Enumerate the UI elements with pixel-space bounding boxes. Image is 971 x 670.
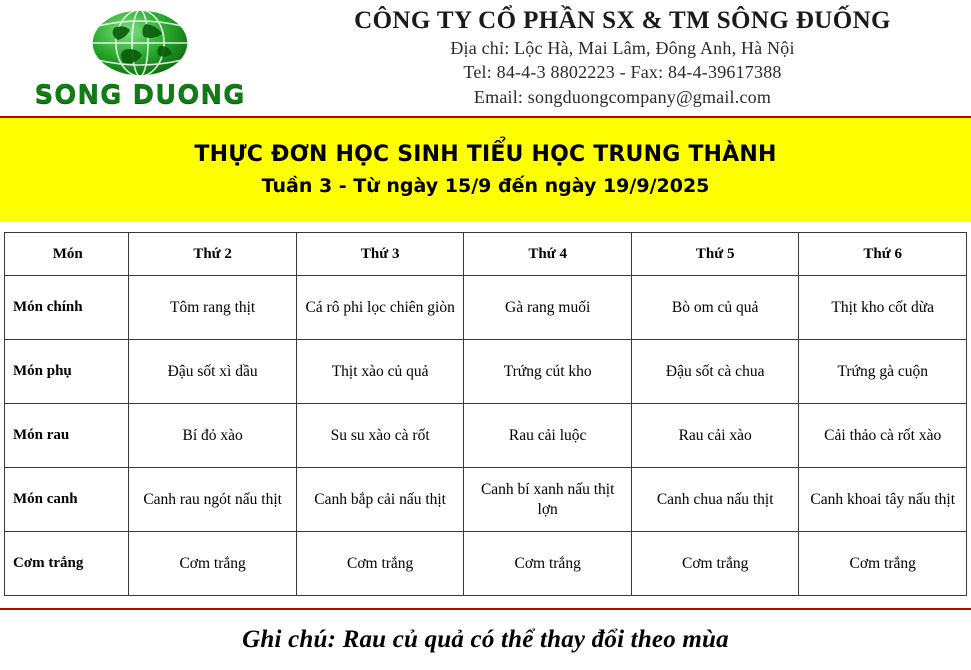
menu-table-wrapper — [0, 232, 971, 596]
cell-main-mon: Tôm rang thịt — [129, 276, 297, 340]
cell-veg-fri: Cải thảo cà rốt xào — [799, 404, 967, 468]
note-text: Ghi chú: Rau củ quả có thể thay đổi theo mùa — [242, 626, 729, 653]
cell-veg-tue: Su su xào cà rốt — [296, 404, 464, 468]
cell-side-tue: Thịt xào củ quả — [296, 340, 464, 404]
company-logo — [0, 0, 280, 116]
cell-rice-tue: Cơm trắng — [296, 532, 464, 596]
row-label-side-dish: Món phụ — [5, 340, 129, 404]
logo-wordmark: SONG DUONG — [34, 80, 246, 110]
row-label-rice: Cơm trắng — [5, 532, 129, 596]
cell-soup-tue: Canh bắp cải nấu thịt — [296, 468, 464, 532]
table-row — [5, 468, 967, 532]
globe-icon — [84, 8, 196, 82]
cell-rice-mon: Cơm trắng — [129, 532, 297, 596]
menu-title: THỰC ĐƠN HỌC SINH TIỂU HỌC TRUNG THÀNH — [194, 142, 777, 167]
cell-main-thu: Bò om củ quả — [631, 276, 799, 340]
cell-main-tue: Cá rô phi lọc chiên giòn — [296, 276, 464, 340]
cell-soup-fri: Canh khoai tây nấu thịt — [799, 468, 967, 532]
company-address: Địa chỉ: Lộc Hà, Mai Lâm, Đông Anh, Hà Nội — [450, 37, 795, 58]
company-name: CÔNG TY CỔ PHẦN SX & TM SÔNG ĐUỐNG — [354, 7, 891, 35]
cell-soup-mon: Canh rau ngót nấu thịt — [129, 468, 297, 532]
cell-side-wed: Trứng cút kho — [464, 340, 632, 404]
title-banner — [0, 118, 971, 222]
cell-rice-thu: Cơm trắng — [631, 532, 799, 596]
header-cell-friday: Thứ 6 — [799, 233, 967, 276]
cell-side-thu: Đậu sốt cà chua — [631, 340, 799, 404]
cell-main-fri: Thịt kho cốt dừa — [799, 276, 967, 340]
cell-veg-thu: Rau cải xào — [631, 404, 799, 468]
row-label-soup: Món canh — [5, 468, 129, 532]
header-cell-tuesday: Thứ 3 — [296, 233, 464, 276]
table-row — [5, 340, 967, 404]
cell-soup-wed: Canh bí xanh nấu thịt lợn — [464, 468, 632, 532]
header-cell-thursday: Thứ 5 — [631, 233, 799, 276]
header-cell-dish: Món — [5, 233, 129, 276]
cell-rice-wed: Cơm trắng — [464, 532, 632, 596]
header-cell-monday: Thứ 2 — [129, 233, 297, 276]
table-row — [5, 276, 967, 340]
row-label-vegetable: Món rau — [5, 404, 129, 468]
cell-soup-thu: Canh chua nấu thịt — [631, 468, 799, 532]
table-header-row — [5, 233, 967, 276]
menu-week-range: Tuần 3 - Từ ngày 15/9 đến ngày 19/9/2025 — [261, 175, 710, 197]
cell-veg-mon: Bí đỏ xào — [129, 404, 297, 468]
cell-side-fri: Trứng gà cuộn — [799, 340, 967, 404]
weekly-menu-table — [4, 232, 967, 596]
cell-rice-fri: Cơm trắng — [799, 532, 967, 596]
cell-veg-wed: Rau cải luộc — [464, 404, 632, 468]
footer-note — [0, 608, 971, 670]
company-phone: Tel: 84-4-3 8802223 - Fax: 84-4-39617388 — [463, 62, 782, 83]
table-row — [5, 532, 967, 596]
cell-side-mon: Đậu sốt xì dầu — [129, 340, 297, 404]
table-row — [5, 404, 967, 468]
company-email: Email: songduongcompany@gmail.com — [473, 86, 772, 107]
cell-main-wed: Gà rang muối — [464, 276, 632, 340]
document-header — [0, 0, 971, 118]
header-cell-wednesday: Thứ 4 — [464, 233, 632, 276]
spacer — [0, 222, 971, 232]
company-info — [280, 7, 971, 109]
row-label-main-dish: Món chính — [5, 276, 129, 340]
